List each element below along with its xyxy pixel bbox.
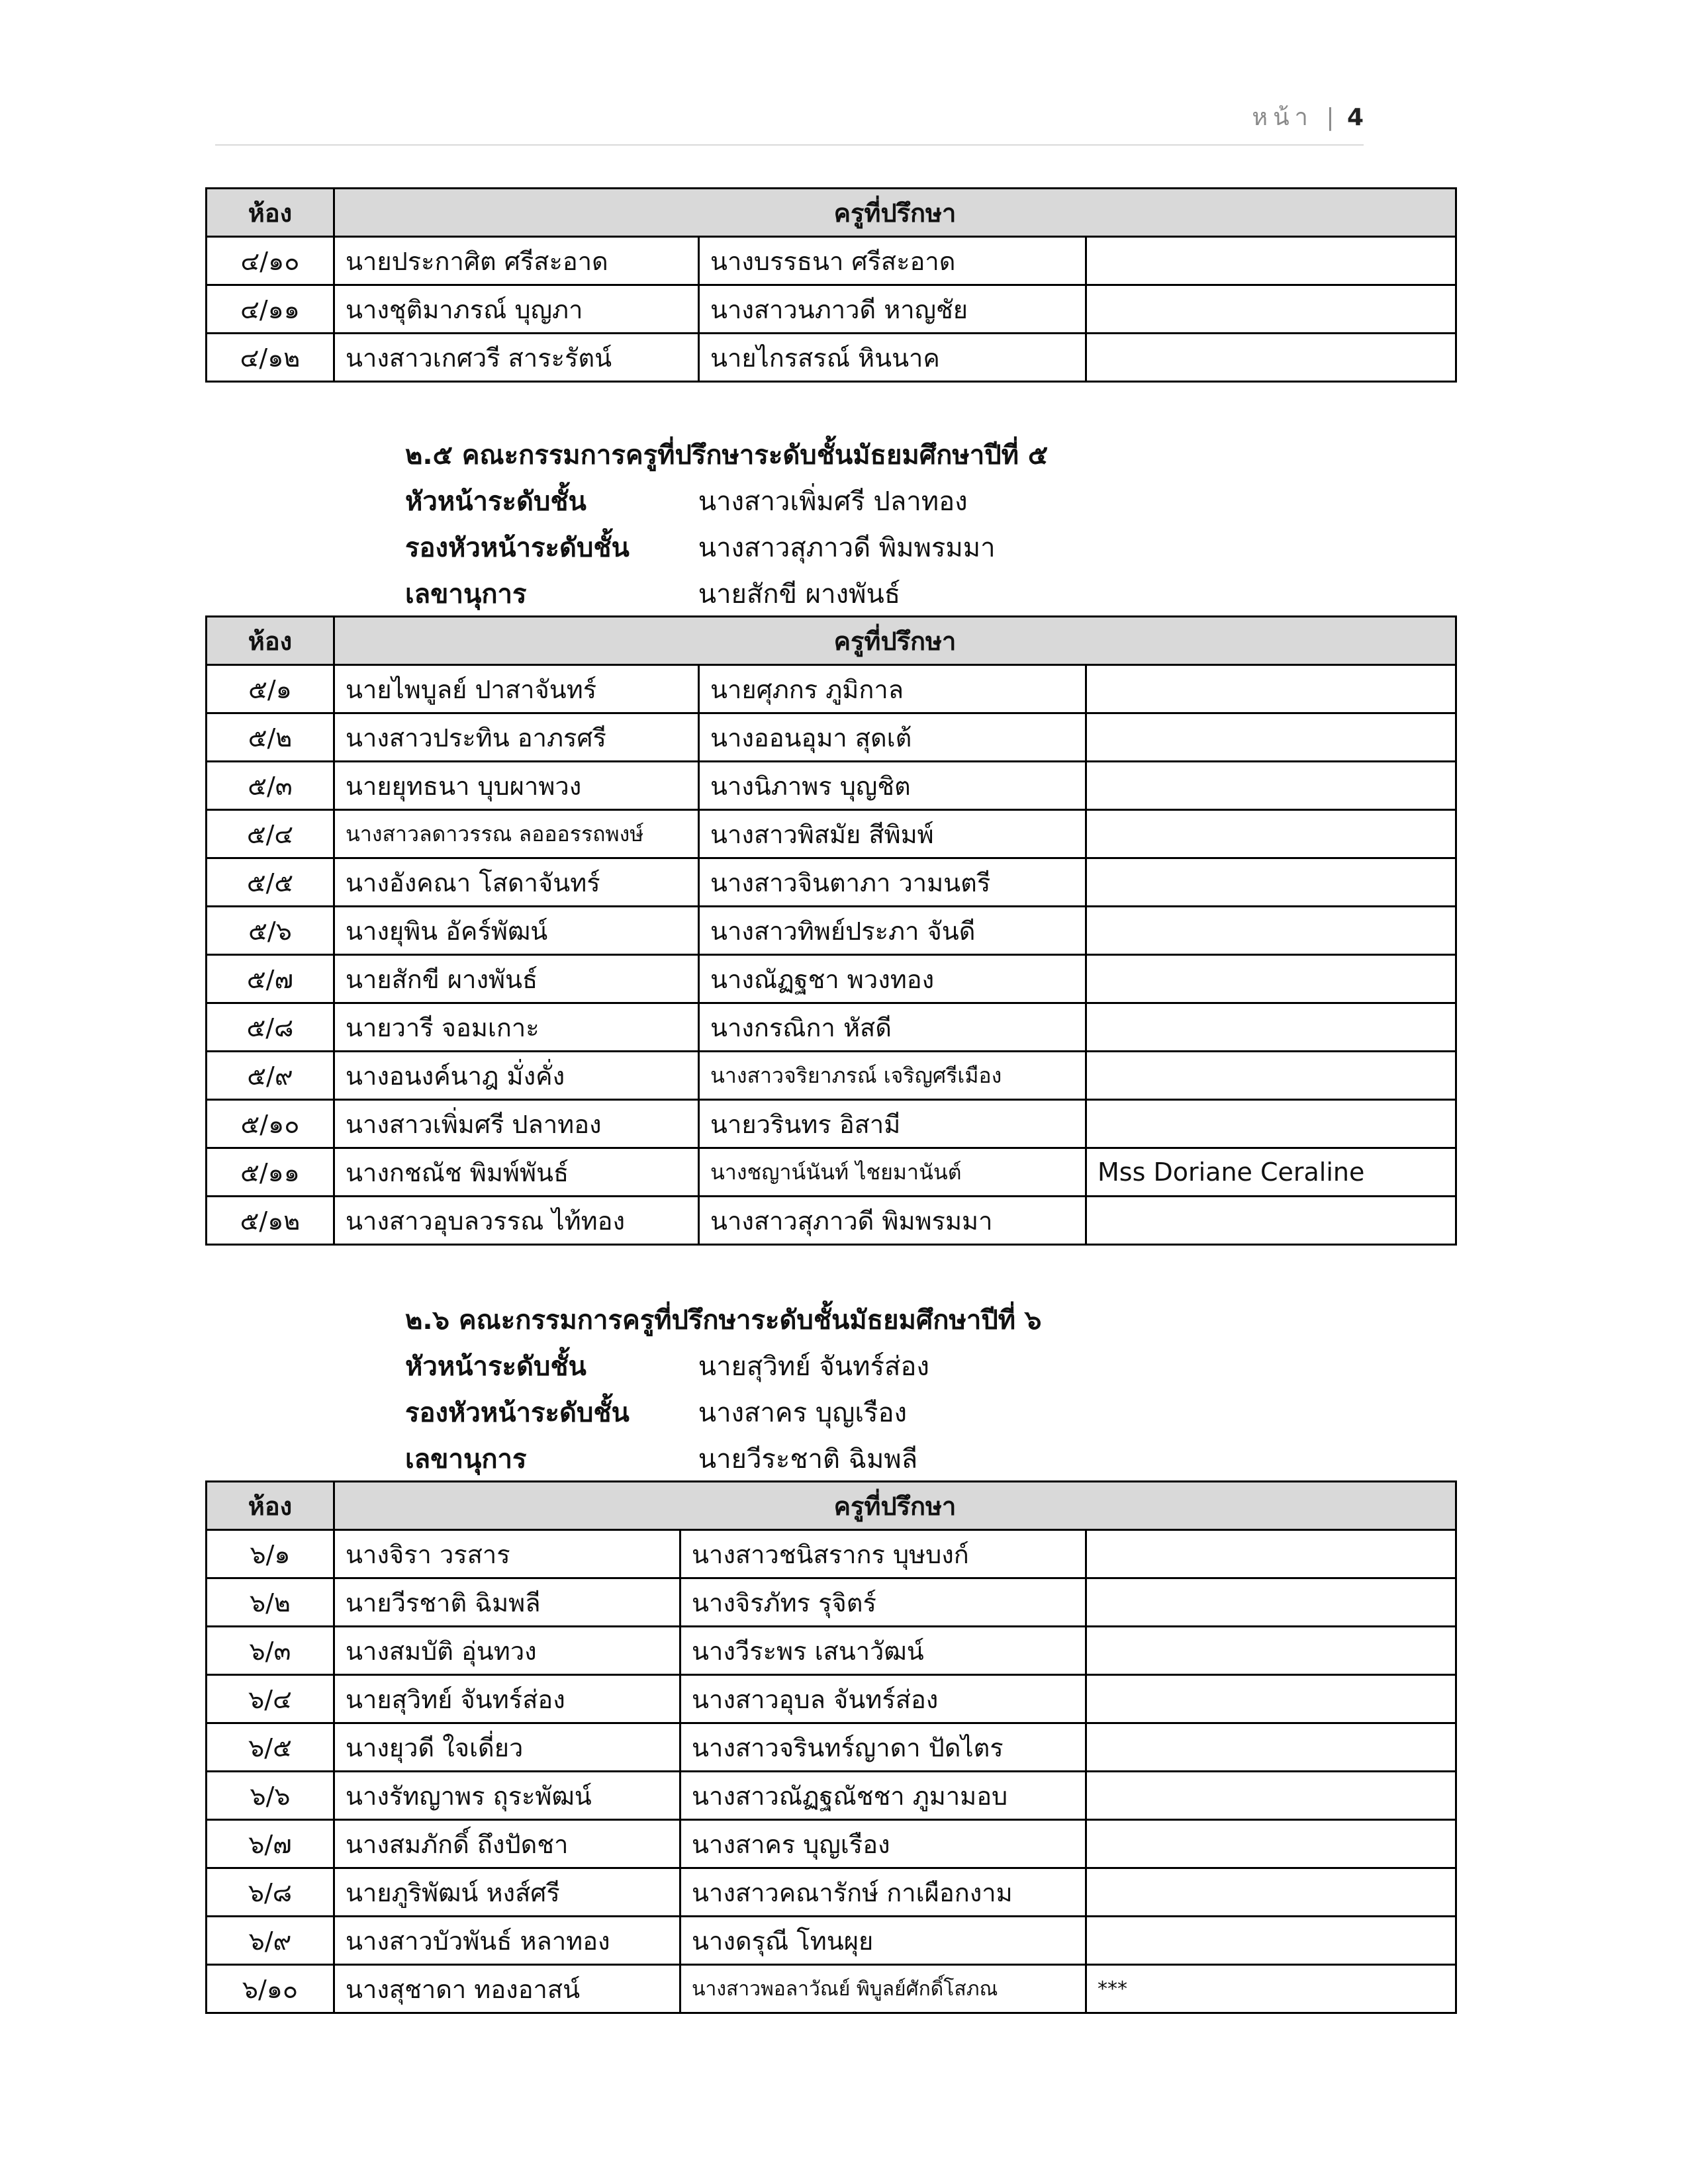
advisor-table-m4	[205, 187, 1457, 383]
teacher-cell: นางสาวเพิ่มศรี ปลาทอง	[334, 1100, 699, 1148]
teacher-cell: นางยุวดี ใจเดี่ยว	[334, 1723, 680, 1772]
teacher-cell	[1086, 1100, 1456, 1148]
teacher-cell: นางสาวทิพย์ประภา จันดี	[699, 907, 1086, 955]
secretary-label: เลขานุการ	[405, 1444, 527, 1475]
section-title: ๒.๕ คณะกรรมการครูที่ปรึกษาระดับชั้นมัธยมศึกษาปีที่ ๕	[405, 440, 1049, 471]
teacher-cell: นางสมบัติ อุ่นทวง	[334, 1627, 680, 1675]
teacher-cell: นางสาวณัฏฐณัชชา ภูมามอบ	[680, 1772, 1086, 1820]
teacher-cell: นายสุวิทย์ จันทร์ส่อง	[334, 1675, 680, 1723]
teacher-cell	[1086, 955, 1456, 1003]
teacher-cell: นายวารี จอมเกาะ	[334, 1003, 699, 1052]
col-advisor-header: ครูที่ปรึกษา	[334, 1482, 1456, 1530]
room-cell: ๕/๘	[207, 1003, 334, 1052]
teacher-cell: นางบรรธนา ศรีสะอาด	[699, 237, 1086, 285]
teacher-cell: นางนิภาพร บุญชิต	[699, 762, 1086, 810]
section-2-5	[405, 432, 1048, 617]
room-cell: ๕/๔	[207, 810, 334, 858]
teacher-cell: นายไกรสรณ์ หินนาค	[699, 334, 1086, 382]
teacher-cell	[1086, 1772, 1456, 1820]
teacher-cell: นางกชณัช พิมพ์พันธ์	[334, 1148, 699, 1197]
table-row	[207, 1197, 1456, 1245]
page-label: หน้า |	[1252, 104, 1340, 131]
teacher-cell: นายภูริพัฒน์ หงส์ศรี	[334, 1868, 680, 1917]
teacher-cell	[1086, 1820, 1456, 1868]
room-cell: ๖/๖	[207, 1772, 334, 1820]
teacher-cell: นางสาวนภาวดี หาญชัย	[699, 285, 1086, 334]
teacher-cell: นายวรินทร อิสามี	[699, 1100, 1086, 1148]
room-cell: ๔/๑๑	[207, 285, 334, 334]
section-title: ๒.๖ คณะกรรมการครูที่ปรึกษาระดับชั้นมัธยมศึกษาปีที่ ๖	[405, 1305, 1042, 1336]
teacher-cell	[1086, 907, 1456, 955]
table-row	[207, 1627, 1456, 1675]
secretary-value: นายวีระชาติ ฉิมพลี	[698, 1444, 918, 1475]
room-cell: ๖/๑	[207, 1530, 334, 1578]
teacher-cell: นางสาวลดาวรรณ ลอออรรถพงษ์	[334, 810, 699, 858]
deputy-value: นางสาคร บุญเรือง	[698, 1398, 908, 1428]
header-divider	[215, 144, 1364, 146]
teacher-cell	[1086, 1917, 1456, 1965]
teacher-cell: นางสาวอุบลวรรณ ไท้ทอง	[334, 1197, 699, 1245]
room-cell: ๕/๑๒	[207, 1197, 334, 1245]
teacher-cell	[1086, 1197, 1456, 1245]
room-cell: ๖/๘	[207, 1868, 334, 1917]
advisor-table-m6	[205, 1480, 1457, 2014]
teacher-cell: นางสาวพอลาวัณย์ พิบูลย์ศักดิ์โสภณ	[680, 1965, 1086, 2013]
room-cell: ๖/๑๐	[207, 1965, 334, 2013]
teacher-cell: นางวีระพร เสนาวัฒน์	[680, 1627, 1086, 1675]
table-row	[207, 713, 1456, 762]
deputy-label: รองหัวหน้าระดับชั้น	[405, 1398, 630, 1428]
col-room-header: ห้อง	[207, 1482, 334, 1530]
secretary-row	[405, 1436, 1041, 1482]
teacher-cell: นางอนงค์นาฎ มั่งคั่ง	[334, 1052, 699, 1100]
teacher-cell	[1086, 334, 1456, 382]
teacher-cell	[1086, 713, 1456, 762]
teacher-cell: นางสาวประทิน อาภรศรี	[334, 713, 699, 762]
page-header	[1244, 98, 1364, 138]
secretary-row	[405, 571, 1048, 617]
teacher-cell: นางสาวจริยาภรณ์ เจริญศรีเมือง	[699, 1052, 1086, 1100]
teacher-cell: นางณัฏฐชา พวงทอง	[699, 955, 1086, 1003]
table-row	[207, 285, 1456, 334]
table-row	[207, 1578, 1456, 1627]
teacher-cell: นายยุทธนา บุบผาพวง	[334, 762, 699, 810]
teacher-cell: นางสาวเกศวรี สาระรัตน์	[334, 334, 699, 382]
teacher-cell: นายวีรชาติ ฉิมพลี	[334, 1578, 680, 1627]
advisor-table-m5	[205, 615, 1457, 1246]
teacher-cell	[1086, 1868, 1456, 1917]
teacher-cell	[1086, 665, 1456, 713]
head-label: หัวหน้าระดับชั้น	[405, 486, 586, 517]
teacher-cell	[1086, 1003, 1456, 1052]
teacher-cell: Mss Doriane Ceraline	[1086, 1148, 1456, 1197]
teacher-cell	[1086, 858, 1456, 907]
teacher-cell: นางสาวพิสมัย สีพิมพ์	[699, 810, 1086, 858]
head-value: นางสาวเพิ่มศรี ปลาทอง	[698, 486, 968, 517]
teacher-cell: นางสาวสุภาวดี พิมพรมมา	[699, 1197, 1086, 1245]
room-cell: ๖/๗	[207, 1820, 334, 1868]
teacher-cell: นางสาวจินตาภา วามนตรี	[699, 858, 1086, 907]
teacher-cell	[1086, 1578, 1456, 1627]
teacher-cell: นายศุภกร ภูมิกาล	[699, 665, 1086, 713]
teacher-cell: นายประกาศิต ศรีสะอาด	[334, 237, 699, 285]
room-cell: ๕/๗	[207, 955, 334, 1003]
deputy-value: นางสาวสุภาวดี พิมพรมมา	[698, 533, 996, 563]
teacher-cell	[1086, 762, 1456, 810]
teacher-cell: นางจิรา วรสาร	[334, 1530, 680, 1578]
teacher-cell	[1086, 1052, 1456, 1100]
room-cell: ๕/๙	[207, 1052, 334, 1100]
room-cell: ๕/๑	[207, 665, 334, 713]
room-cell: ๕/๖	[207, 907, 334, 955]
teacher-cell	[1086, 1723, 1456, 1772]
room-cell: ๖/๓	[207, 1627, 334, 1675]
teacher-cell: นางสาวบัวพันธ์ หลาทอง	[334, 1917, 680, 1965]
teacher-cell	[1086, 810, 1456, 858]
table-row	[207, 237, 1456, 285]
teacher-cell	[1086, 1530, 1456, 1578]
section-2-6	[405, 1297, 1041, 1482]
teacher-cell: นางออนอุมา สุดเต้	[699, 713, 1086, 762]
head-row	[405, 478, 1048, 525]
head-label: หัวหน้าระดับชั้น	[405, 1351, 586, 1382]
room-cell: ๔/๑๐	[207, 237, 334, 285]
table-header-row	[207, 189, 1456, 237]
table-row	[207, 810, 1456, 858]
deputy-row	[405, 1390, 1041, 1436]
teacher-cell	[1086, 1627, 1456, 1675]
table-header-row	[207, 1482, 1456, 1530]
teacher-cell: นางยุพิน อัคร์พัฒน์	[334, 907, 699, 955]
table-row	[207, 858, 1456, 907]
table-row	[207, 665, 1456, 713]
room-cell: ๖/๔	[207, 1675, 334, 1723]
room-cell: ๖/๕	[207, 1723, 334, 1772]
col-advisor-header: ครูที่ปรึกษา	[334, 617, 1456, 665]
teacher-cell: นางสาวคณารักษ์ กาเผือกงาม	[680, 1868, 1086, 1917]
teacher-cell: นางกรณิกา หัสดี	[699, 1003, 1086, 1052]
table-row	[207, 1772, 1456, 1820]
teacher-cell: นางสาวอุบล จันทร์ส่อง	[680, 1675, 1086, 1723]
table-row	[207, 1148, 1456, 1197]
deputy-row	[405, 525, 1048, 571]
table-header-row	[207, 617, 1456, 665]
teacher-cell: นายสักขี ผางพันธ์	[334, 955, 699, 1003]
table-row	[207, 1723, 1456, 1772]
room-cell: ๖/๒	[207, 1578, 334, 1627]
head-value: นายสุวิทย์ จันทร์ส่อง	[698, 1351, 929, 1382]
page-number: 4	[1346, 104, 1364, 131]
teacher-cell: นางสาวชนิสรากร บุษบงก์	[680, 1530, 1086, 1578]
table-row	[207, 1675, 1456, 1723]
teacher-cell	[1086, 237, 1456, 285]
room-cell: ๔/๑๒	[207, 334, 334, 382]
room-cell: ๖/๙	[207, 1917, 334, 1965]
teacher-cell: นางชญาน์นันท์ ไชยมานันต์	[699, 1148, 1086, 1197]
room-cell: ๕/๒	[207, 713, 334, 762]
teacher-cell: นางจิรภัทร รุจิตร์	[680, 1578, 1086, 1627]
table-row	[207, 334, 1456, 382]
teacher-cell: นายไพบูลย์ ปาสาจันทร์	[334, 665, 699, 713]
table-row	[207, 955, 1456, 1003]
table-row	[207, 1965, 1456, 2013]
teacher-cell: นางดรุณี โทนผุย	[680, 1917, 1086, 1965]
room-cell: ๕/๕	[207, 858, 334, 907]
head-row	[405, 1343, 1041, 1390]
teacher-cell: นางสุชาดา ทองอาสน์	[334, 1965, 680, 2013]
col-room-header: ห้อง	[207, 617, 334, 665]
table-row	[207, 907, 1456, 955]
teacher-cell: นางสาวจรินทร์ญาดา ปัดไตร	[680, 1723, 1086, 1772]
deputy-label: รองหัวหน้าระดับชั้น	[405, 533, 630, 563]
secretary-value: นายสักขี ผางพันธ์	[698, 579, 901, 610]
table-row	[207, 1917, 1456, 1965]
col-room-header: ห้อง	[207, 189, 334, 237]
teacher-cell	[1086, 285, 1456, 334]
table-row	[207, 1052, 1456, 1100]
room-cell: ๕/๓	[207, 762, 334, 810]
table-row	[207, 1868, 1456, 1917]
table-row	[207, 762, 1456, 810]
teacher-cell: นางสมภักดิ์ ถึงปัดชา	[334, 1820, 680, 1868]
teacher-cell: นางสาคร บุญเรือง	[680, 1820, 1086, 1868]
table-row	[207, 1820, 1456, 1868]
table-row	[207, 1530, 1456, 1578]
teacher-cell: ***	[1086, 1965, 1456, 2013]
table-row	[207, 1003, 1456, 1052]
room-cell: ๕/๑๐	[207, 1100, 334, 1148]
teacher-cell: นางรัทญาพร ถุระพัฒน์	[334, 1772, 680, 1820]
teacher-cell: นางอังคณา โสดาจันทร์	[334, 858, 699, 907]
teacher-cell: นางชุติมาภรณ์ บุญภา	[334, 285, 699, 334]
secretary-label: เลขานุการ	[405, 579, 527, 610]
teacher-cell	[1086, 1675, 1456, 1723]
col-advisor-header: ครูที่ปรึกษา	[334, 189, 1456, 237]
table-row	[207, 1100, 1456, 1148]
room-cell: ๕/๑๑	[207, 1148, 334, 1197]
